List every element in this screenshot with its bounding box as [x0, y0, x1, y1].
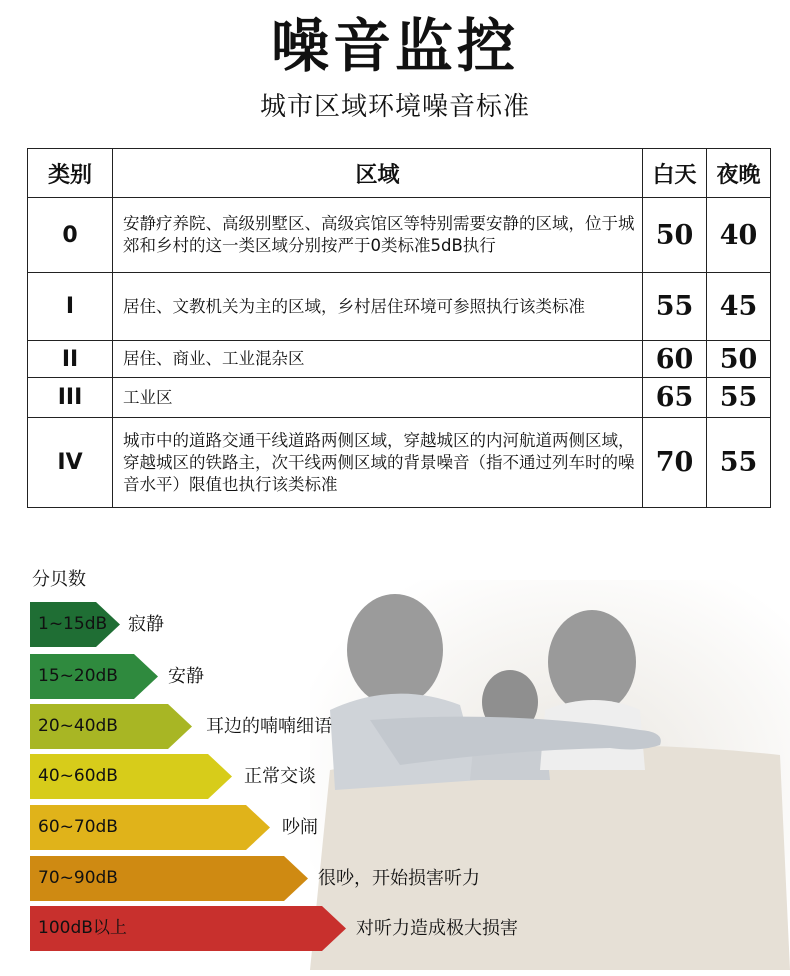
decibel-range-label: 15~20dB — [38, 666, 118, 686]
decibel-description: 吵闹 — [282, 817, 318, 838]
decibel-range-label: 40~60dB — [38, 766, 118, 786]
area-cell: 城市中的道路交通干线道路两侧区域，穿越城区的内河航道两侧区域，穿越城区的铁路主，次干线两侧区域的背景噪音（指不通过列车时的噪音水平）限值也执行该类标准 — [113, 418, 643, 508]
header-area: 区域 — [113, 149, 643, 198]
decibel-range-label: 60~70dB — [38, 817, 118, 837]
decibel-band — [30, 654, 500, 699]
decibel-band — [30, 602, 500, 647]
header-category: 类别 — [28, 149, 113, 198]
page-subtitle: 城市区域环境噪音标准 — [259, 92, 530, 122]
decibel-band — [30, 754, 500, 799]
table-row — [28, 341, 771, 378]
decibel-range-label: 1~15dB — [38, 614, 108, 634]
night-limit-cell: 40 — [707, 198, 771, 273]
page-title: 噪音监控 — [270, 12, 519, 80]
category-cell: 0 — [28, 198, 113, 273]
decibel-band — [30, 805, 500, 850]
day-limit-cell: 50 — [643, 198, 707, 273]
table-row — [28, 198, 771, 273]
decibel-description: 耳边的喃喃细语 — [206, 716, 332, 737]
day-limit-cell: 60 — [643, 341, 707, 378]
table-row — [28, 378, 771, 418]
decibel-description: 寂静 — [128, 614, 164, 635]
category-cell: I — [28, 273, 113, 341]
decibel-range-label: 100dB以上 — [38, 918, 127, 938]
area-cell: 居住、文教机关为主的区域，乡村居住环境可参照执行该类标准 — [113, 273, 643, 341]
header-night: 夜晚 — [707, 149, 771, 198]
day-limit-cell: 70 — [643, 418, 707, 508]
decibel-description: 对听力造成极大损害 — [356, 918, 518, 939]
night-limit-cell: 55 — [707, 378, 771, 418]
decibel-range-label: 70~90dB — [38, 868, 118, 888]
category-cell: IV — [28, 418, 113, 508]
area-cell: 工业区 — [113, 378, 643, 418]
night-limit-cell: 45 — [707, 273, 771, 341]
table-row — [28, 418, 771, 508]
decibel-band — [30, 704, 500, 749]
decibel-range-label: 20~40dB — [38, 716, 118, 736]
day-limit-cell: 55 — [643, 273, 707, 341]
area-cell: 居住、商业、工业混杂区 — [113, 341, 643, 378]
noise-standard-table — [27, 148, 771, 508]
table-row — [28, 273, 771, 341]
decibel-description: 安静 — [168, 666, 204, 687]
table-header-row — [28, 149, 771, 198]
header-day: 白天 — [643, 149, 707, 198]
decibel-description: 正常交谈 — [244, 766, 316, 787]
night-limit-cell: 55 — [707, 418, 771, 508]
night-limit-cell: 50 — [707, 341, 771, 378]
decibel-band — [30, 856, 550, 901]
decibel-caption: 分贝数 — [32, 569, 86, 590]
decibel-description: 很吵，开始损害听力 — [318, 868, 480, 889]
day-limit-cell: 65 — [643, 378, 707, 418]
category-cell: III — [28, 378, 113, 418]
area-cell: 安静疗养院、高级别墅区、高级宾馆区等特别需要安静的区域，位于城郊和乡村的这一类区域分别按严于0类标准5dB执行 — [113, 198, 643, 273]
decibel-band — [30, 906, 590, 951]
category-cell: II — [28, 341, 113, 378]
adult-head-right — [548, 610, 636, 714]
